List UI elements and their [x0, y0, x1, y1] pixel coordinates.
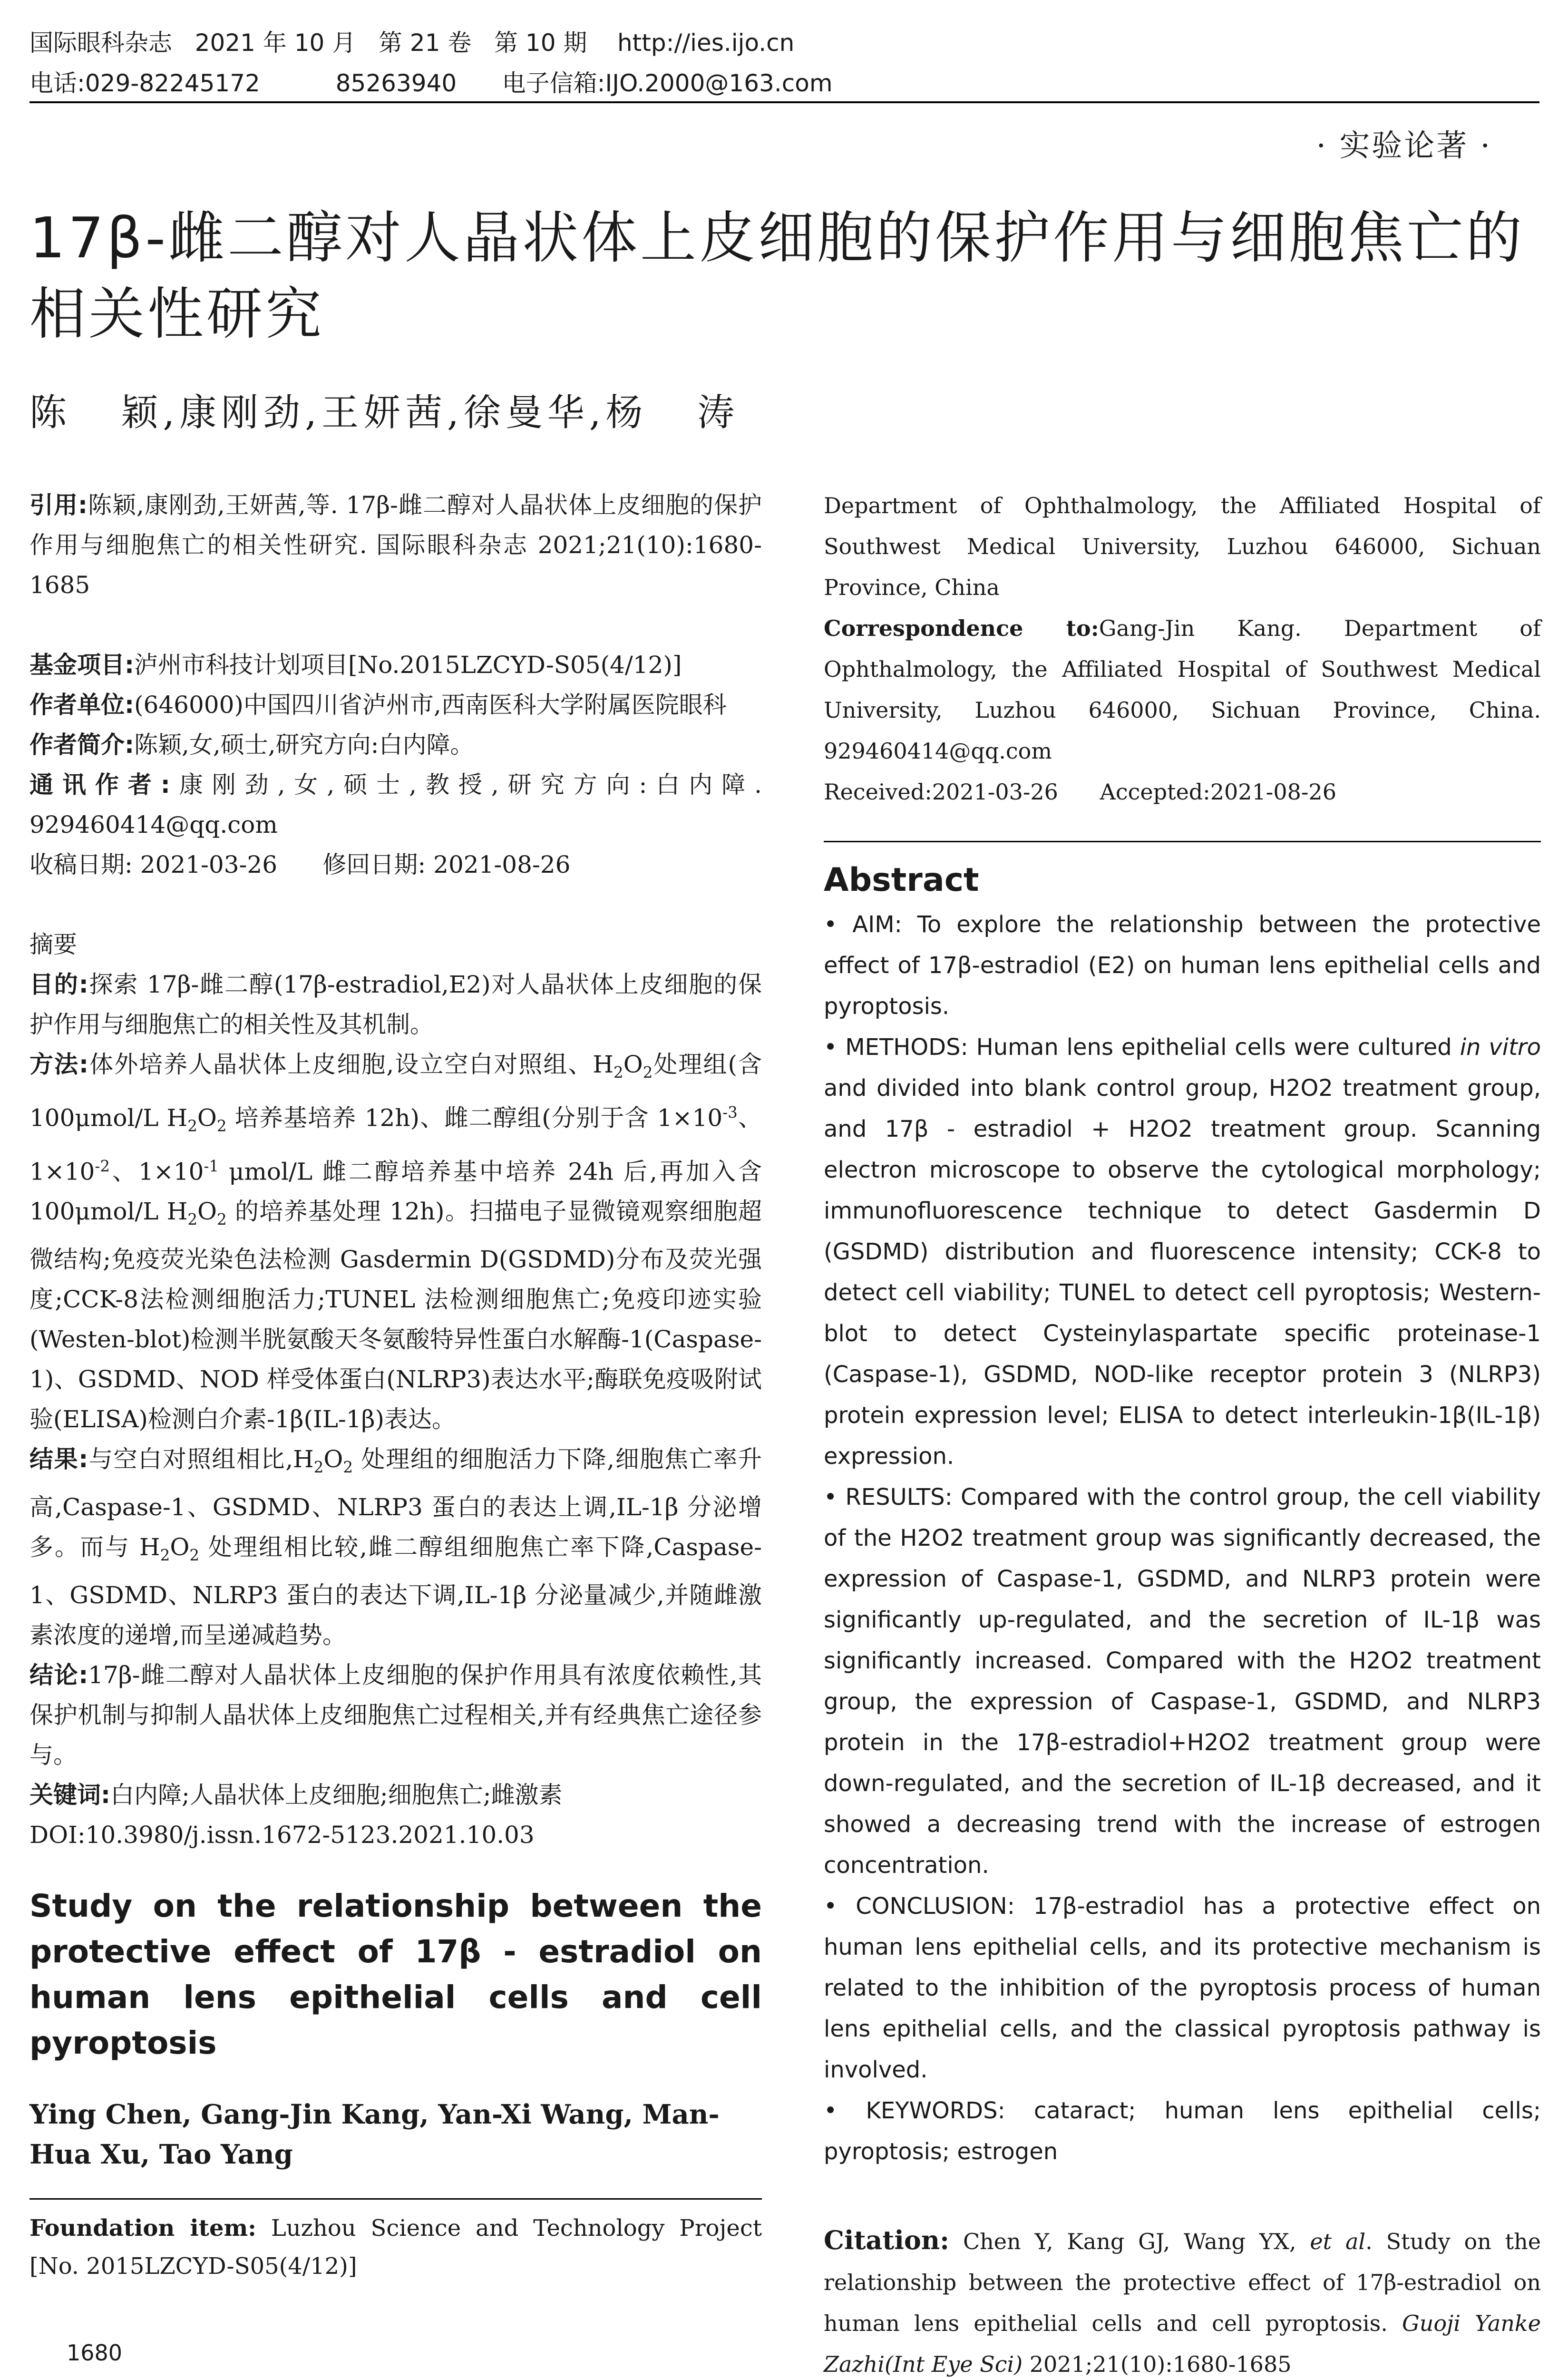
methods-text: 处理组(含 100μmol/L H	[29, 1051, 762, 1132]
keywords-cn	[29, 1775, 762, 1815]
subscript: 2	[216, 1117, 227, 1135]
results-text: 处理组的细胞活力下降,细胞焦亡率升高,Caspase-1、GSDMD、NLRP3 蛋白的表达上调,IL-1β 分泌增多。而与 H	[29, 1445, 762, 1561]
english-title: Study on the relationship between the protective effect of 17β - estradiol on human lens epithelial cells and cell pyroptosis	[29, 1888, 762, 2062]
methods-en	[824, 1027, 1541, 1477]
methods-text: 、1×10	[29, 1104, 762, 1186]
fund-info	[29, 645, 762, 685]
methods-text: 培养基培养 12h)、雌二醇组(分别于含 1×10	[226, 1104, 723, 1132]
unit-label: 作者单位:	[29, 691, 134, 719]
journal-header-line: 国际眼科杂志 2021 年 10 月 第 21 卷 第 10 期 http://ies.ijo.cn	[29, 29, 795, 57]
methods-text: 体外培养人晶状体上皮细胞,设立空白对照组、H	[88, 1051, 614, 1078]
received-date: 收稿日期: 2021-03-26	[29, 851, 278, 878]
fund-text: 泸州市科技计划项目[No.2015LZCYD-S05(4/12)]	[134, 651, 682, 679]
results-text: 与空白对照组相比,H	[88, 1445, 314, 1473]
correspondence-label: Correspondence to:	[824, 615, 1099, 641]
section-label: · 实验论著 ·	[1316, 128, 1492, 164]
corr-label: 通讯作者:	[29, 771, 170, 799]
methods-en-label: • METHODS:	[824, 1034, 968, 1061]
citation-en-label: Citation:	[824, 2225, 950, 2255]
conclusion-cn	[29, 1655, 762, 1775]
keywords-label: 关键词:	[29, 1781, 110, 1809]
abstract-heading: Abstract	[824, 861, 979, 899]
right-column	[824, 485, 1541, 2378]
fund-label: 基金项目:	[29, 651, 134, 679]
methods-text: 的培养基处理 12h)。扫描电子显微镜观察细胞超微结构;免疫荧光染色法检测 Gasdermin D(GSDMD)分布及荧光强度;CCK-8法检测细胞活力;TUNEL 法检测细胞焦亡;免疫印迹实验(Westen-blot)检测半胱氨酸天冬氨酸特异性蛋白水解酶-1(Caspase-1)、GSDMD、NOD 样受体蛋白(NLRP3)表达水平;酶联免疫吸附试验(ELISA)检测白介素-1β(IL-1β)表达。	[29, 1198, 762, 1433]
conclusion-en-label: • CONCLUSION:	[824, 1893, 1015, 1920]
methods-en-text: and divided into blank control group, H2O2 treatment group, and 17β - estradiol + H2O2 treatment group. Scanning electron microscope to observe the cytological morphology; immunofluorescence technique to detect Gasdermin D (GSDMD) distribution and fluorescence intensity; CCK-8 to detect cell viability; TUNEL to detect cell pyroptosis; Western-blot to detect Cysteinylaspartate specific proteinase-1 (Caspase-1), GSDMD, NOD-like receptor protein 3 (NLRP3) protein expression level; ELISA to detect interleukin-1β(IL-1β) expression.	[824, 1075, 1541, 1470]
citation-cn	[29, 485, 762, 605]
methods-label: 方法:	[29, 1051, 89, 1078]
header-divider	[29, 101, 1539, 103]
methods-text: μmol/L 雌二醇培养基中培养 24h 后,再加入含 100μmol/L H	[29, 1158, 762, 1226]
unit-text: (646000)中国四川省泸州市,西南医科大学附属医院眼科	[134, 691, 727, 719]
accepted-en: Accepted:2021-08-26	[1100, 779, 1336, 805]
citation-en-text: Chen Y, Kang GJ, Wang YX,	[949, 2229, 1310, 2254]
results-text: 处理组相比较,雌二醇组细胞焦亡率下降,Caspase-1、GSDMD、NLRP3 蛋白的表达下调,IL-1β 分泌量减少,并随雌激素浓度的递增,而呈递减趋势。	[29, 1533, 762, 1649]
keywords-en	[824, 2090, 1541, 2172]
subscript: 2	[187, 1117, 197, 1135]
page-number: 1680	[67, 2340, 123, 2366]
dates-en	[824, 771, 1541, 812]
unit-info	[29, 685, 762, 725]
citation-en	[824, 2220, 1541, 2378]
citation-en-text: . Study on the relationship between the protective effect of 17β-estradiol on human lens epithelial cells and cell pyroptosis.	[824, 2229, 1541, 2336]
correspondence-en	[824, 608, 1541, 771]
results-en	[824, 1477, 1541, 1886]
revised-date: 修回日期: 2021-08-26	[322, 851, 571, 878]
methods-cn: 方法:体外培养人晶状体上皮细胞,设立空白对照组、$H_2O_2$处理组(含 100μmol/L $H_2O_2$ 培养基培养 12h)、雌二醇组(分别于含 $1\times 10^{-3}$、$1\times 10^{-2}$、$1\times 10^{-1}$ μmol/L 雌二醇培养基中培养 24h 后,再加入含 100μmol/L $H_2O_2$ 的培养基处理 12h)。扫描电子显微镜观察细胞超微结构;免疫荧光染色法检测 Gasdermin D(GSDMD)分布及荧光强度;CCK-8法检测细胞活力;TUNEL 法检测细胞焦亡;免疫印迹实验(Westen-blot)检测半胱氨酸天冬氨酸特异性蛋白水解酶-1(Caspase-1)、GSDMD、NOD 样受体蛋白(NLRP3)表达水平;酶联免疫吸附试验(ELISA)检测白介素-1β(IL-1β)表达。	[29, 1051, 762, 1433]
abstract-cn-heading: 摘要	[29, 931, 77, 958]
received-en: Received:2021-03-26	[824, 779, 1058, 805]
subscript: 2	[217, 1210, 227, 1229]
aim-en-label: • AIM:	[824, 911, 902, 938]
journal-name: Guoji Yanke Zazhi(Int Eye Sci)	[824, 2310, 1541, 2377]
methods-text: 、1×10	[110, 1158, 204, 1186]
aim-en	[824, 904, 1541, 1027]
results-cn: 结果:与空白对照组相比$,H_2O_2$ 处理组的细胞活力下降,细胞焦亡率升高,Caspase-1、GSDMD、NLRP3 蛋白的表达上调,IL-1β 分泌增多。而与 $H_2O_2$ 处理组相比较,雌二醇组细胞焦亡率下降,Caspase-1、GSDMD、NLRP3 蛋白的表达下调,IL-1β 分泌量减少,并随雌激素浓度的递增,而呈递减趋势。	[29, 1445, 762, 1649]
aim-cn	[29, 965, 762, 1044]
results-label: 结果:	[29, 1445, 88, 1473]
foundation-item	[29, 2209, 762, 2285]
affiliation-en: Department of Ophthalmology, the Affiliated Hospital of Southwest Medical University, Luzhou 646000, Sichuan Province, China	[824, 493, 1541, 600]
subscript: 2	[643, 1063, 653, 1082]
keywords-en-label: • KEYWORDS:	[824, 2097, 1005, 2124]
subscript: 2	[187, 1210, 198, 1229]
conclusion-text: 17β-雌二醇对人晶状体上皮细胞的保护作用具有浓度依赖性,其保护机制与抑制人晶状体上皮细胞焦亡过程相关,并有经典焦亡途径参与。	[29, 1661, 762, 1769]
subscript: 2	[343, 1458, 353, 1477]
bio-text: 陈颖,女,硕士,研究方向:白内障。	[134, 731, 474, 759]
et-al-italic: et al	[1310, 2229, 1366, 2254]
in-vitro-italic: in vitro	[1460, 1034, 1541, 1061]
superscript: -1	[204, 1157, 219, 1175]
conclusion-en	[824, 1886, 1541, 2090]
journal-contact-line: 电话:029-82245172 85263940 电子信箱:IJO.2000@163.com	[29, 69, 833, 97]
english-authors: Ying Chen, Gang-Jin Kang, Yan-Xi Wang, Man-Hua Xu, Tao Yang	[29, 2099, 720, 2171]
subscript: 2	[614, 1063, 623, 1082]
subscript: 2	[160, 1546, 170, 1565]
methods-en-text: Human lens epithelial cells were cultured	[968, 1034, 1460, 1061]
results-en-label: • RESULTS:	[824, 1484, 953, 1511]
conclusion-label: 结论:	[29, 1661, 88, 1689]
superscript: -2	[95, 1157, 110, 1175]
doi[interactable]: DOI:10.3980/j.issn.1672-5123.2021.10.03	[29, 1821, 535, 1849]
correspondence-text: Gang-Jin Kang. Department of Ophthalmology, the Affiliated Hospital of Southwest Medical University, Luzhou 646000, Sichuan Province, China. 929460414@qq.com	[824, 615, 1541, 764]
citation-en-text: 2021;21(10):1680-1685	[1023, 2351, 1292, 2377]
aim-en-text: To explore the relationship between the protective effect of 17β-estradiol (E2) on human lens epithelial cells and pyroptosis.	[824, 911, 1541, 1020]
corr-text: 康刚劲,女,硕士,教授,研究方向:白内障. 929460414@qq.com	[29, 771, 762, 838]
foundation-text: Luzhou Science and Technology Project [No. 2015LZCYD-S05(4/12)]	[29, 2215, 762, 2280]
results-en-text: Compared with the control group, the cell viability of the H2O2 treatment group was significantly decreased, the expression of Caspase-1, GSDMD, and NLRP3 protein were significantly up-regulated, and the secretion of IL-1β was significantly increased. Compared with the H2O2 treatment group, the expression of Caspase-1, GSDMD, and NLRP3 protein in the 17β-estradiol+H2O2 treatment group were down-regulated, and the secretion of IL-1β decreased, and it showed a decreasing trend with the increase of estrogen concentration.	[824, 1484, 1541, 1879]
citation-text: 陈颖,康刚劲,王妍茜,等. 17β-雌二醇对人晶状体上皮细胞的保护作用与细胞焦亡的相关性研究. 国际眼科杂志 2021;21(10):1680-1685	[29, 491, 762, 599]
subscript: 2	[313, 1458, 324, 1477]
dates-cn	[29, 845, 762, 885]
foundation-label: Foundation item:	[29, 2215, 256, 2242]
superscript: -3	[722, 1103, 738, 1121]
aim-label: 目的:	[29, 971, 88, 998]
corr-info	[29, 765, 762, 845]
left-column	[29, 485, 762, 2285]
subscript: 2	[189, 1546, 200, 1565]
aim-text: 探索 17β-雌二醇(17β-estradiol,E2)对人晶状体上皮细胞的保护作用与细胞焦亡的相关性及其机制。	[29, 971, 762, 1038]
keywords-text: 白内障;人晶状体上皮细胞;细胞焦亡;雌激素	[110, 1781, 563, 1809]
author-list: 陈 颖,康刚劲,王妍茜,徐曼华,杨 涛	[29, 391, 739, 434]
conclusion-en-text: 17β-estradiol has a protective effect on human lens epithelial cells, and its protective mechanism is related to the inhibition of the pyroptosis process of human lens epithelial cells, and the classical pyroptosis pathway is involved.	[824, 1893, 1541, 2083]
article-title: 17β-雌二醇对人晶状体上皮细胞的保护作用与细胞焦亡的相关性研究	[29, 205, 1525, 347]
citation-label: 引用:	[29, 491, 88, 519]
keywords-en-text: cataract; human lens epithelial cells; pyroptosis; estrogen	[824, 2097, 1541, 2165]
bio-info	[29, 725, 762, 765]
bio-label: 作者简介:	[29, 731, 134, 759]
